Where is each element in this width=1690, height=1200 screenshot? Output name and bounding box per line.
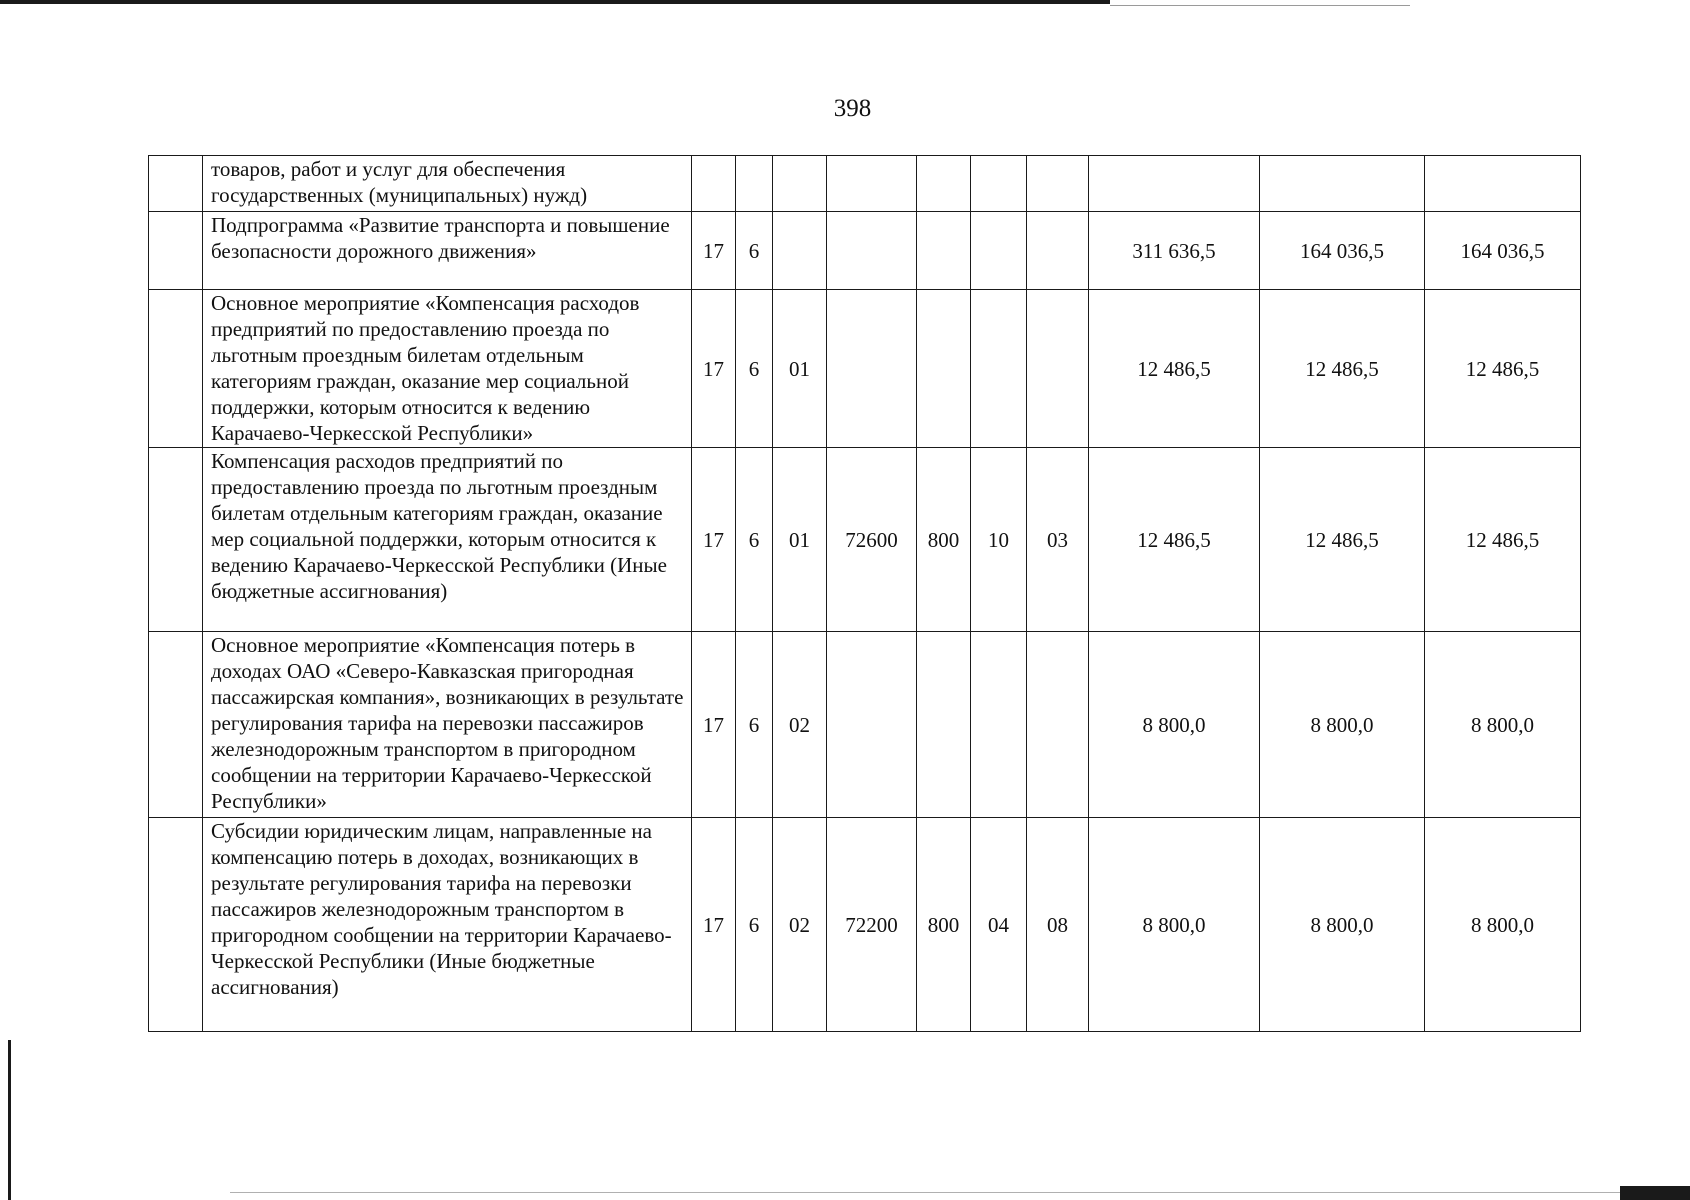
code-subsection: 08 (1027, 818, 1089, 1032)
amount-year-2: 12 486,5 (1260, 290, 1425, 448)
table-row (149, 290, 1581, 448)
code-program: 6 (736, 448, 773, 632)
code-program: 6 (736, 818, 773, 1032)
code-expense-type: 800 (917, 818, 971, 1032)
code-event: 01 (773, 448, 827, 632)
amount-year-1: 12 486,5 (1089, 448, 1260, 632)
code-subsection (1027, 156, 1089, 212)
scan-edge-bottom (1620, 1186, 1690, 1200)
amount-year-3: 8 800,0 (1425, 632, 1581, 818)
code-direction (827, 156, 917, 212)
code-program: 6 (736, 632, 773, 818)
amount-year-1: 8 800,0 (1089, 632, 1260, 818)
code-event: 02 (773, 632, 827, 818)
row-name: Основное мероприятие «Компенсация потерь в доходах ОАО «Северо-Кавказская пригородная пассажирская компания», возникающих в результате регулирования тарифа на перевозки пассажиров железнодорожным транспортом в пригородном сообщении на территории Карачаево-Черкесской Республики» (203, 632, 692, 818)
scan-edge-left (8, 1040, 11, 1200)
scan-edge-top-thin (1110, 5, 1410, 6)
row-index-cell (149, 212, 203, 290)
amount-year-1 (1089, 156, 1260, 212)
code-ministry: 17 (692, 290, 736, 448)
scan-edge-bottom-thin (230, 1192, 1620, 1193)
code-section (971, 156, 1027, 212)
row-index-cell (149, 290, 203, 448)
amount-year-3: 12 486,5 (1425, 448, 1581, 632)
row-index-cell (149, 632, 203, 818)
code-section: 10 (971, 448, 1027, 632)
scan-edge-top (0, 0, 1110, 4)
code-section: 04 (971, 818, 1027, 1032)
row-name: Субсидии юридическим лицам, направленные на компенсацию потерь в доходах, возникающих в результате регулирования тарифа на перевозки пассажиров железнодорожным транспортом в пригородном сообщении на территории Карачаево-Черкесской Республики (Иные бюджетные ассигнования) (203, 818, 692, 1032)
code-subsection (1027, 212, 1089, 290)
amount-year-3: 12 486,5 (1425, 290, 1581, 448)
code-event (773, 156, 827, 212)
amount-year-3: 8 800,0 (1425, 818, 1581, 1032)
code-section (971, 290, 1027, 448)
code-expense-type (917, 212, 971, 290)
code-direction: 72600 (827, 448, 917, 632)
code-direction (827, 212, 917, 290)
amount-year-2: 12 486,5 (1260, 448, 1425, 632)
code-ministry: 17 (692, 448, 736, 632)
table-row (149, 156, 1581, 212)
amount-year-2: 8 800,0 (1260, 818, 1425, 1032)
amount-year-1: 12 486,5 (1089, 290, 1260, 448)
amount-year-2: 8 800,0 (1260, 632, 1425, 818)
code-program: 6 (736, 290, 773, 448)
amount-year-1: 8 800,0 (1089, 818, 1260, 1032)
amount-year-3: 164 036,5 (1425, 212, 1581, 290)
table-row (149, 818, 1581, 1032)
table-row (149, 212, 1581, 290)
row-index-cell (149, 448, 203, 632)
code-expense-type (917, 290, 971, 448)
code-ministry (692, 156, 736, 212)
code-section (971, 212, 1027, 290)
code-subsection: 03 (1027, 448, 1089, 632)
code-subsection (1027, 290, 1089, 448)
row-name: Подпрограмма «Развитие транспорта и повышение безопасности дорожного движения» (203, 212, 692, 290)
code-expense-type: 800 (917, 448, 971, 632)
code-ministry: 17 (692, 818, 736, 1032)
code-direction: 72200 (827, 818, 917, 1032)
code-ministry: 17 (692, 632, 736, 818)
budget-table (148, 155, 1581, 1032)
amount-year-2: 164 036,5 (1260, 212, 1425, 290)
code-program (736, 156, 773, 212)
code-expense-type (917, 632, 971, 818)
code-program: 6 (736, 212, 773, 290)
amount-year-2 (1260, 156, 1425, 212)
code-subsection (1027, 632, 1089, 818)
code-event: 02 (773, 818, 827, 1032)
page-number: 398 (833, 95, 872, 122)
amount-year-3 (1425, 156, 1581, 212)
row-name: товаров, работ и услуг для обеспечения государственных (муниципальных) нужд) (203, 156, 692, 212)
table-row (149, 632, 1581, 818)
amount-year-1: 311 636,5 (1089, 212, 1260, 290)
row-name: Основное мероприятие «Компенсация расходов предприятий по предоставлению проезда по льготным проездным билетам отдельным категориям граждан, оказание мер социальной поддержки, которым относится к ведению Карачаево-Черкесской Республики» (203, 290, 692, 448)
code-direction (827, 632, 917, 818)
table-row (149, 448, 1581, 632)
code-event (773, 212, 827, 290)
row-index-cell (149, 818, 203, 1032)
code-section (971, 632, 1027, 818)
row-name: Компенсация расходов предприятий по предоставлению проезда по льготным проездным билетам отдельным категориям граждан, оказание мер социальной поддержки, которым относится к ведению Карачаево-Черкесской Республики (Иные бюджетные ассигнования) (203, 448, 692, 632)
row-index-cell (149, 156, 203, 212)
code-event: 01 (773, 290, 827, 448)
code-expense-type (917, 156, 971, 212)
code-direction (827, 290, 917, 448)
code-ministry: 17 (692, 212, 736, 290)
